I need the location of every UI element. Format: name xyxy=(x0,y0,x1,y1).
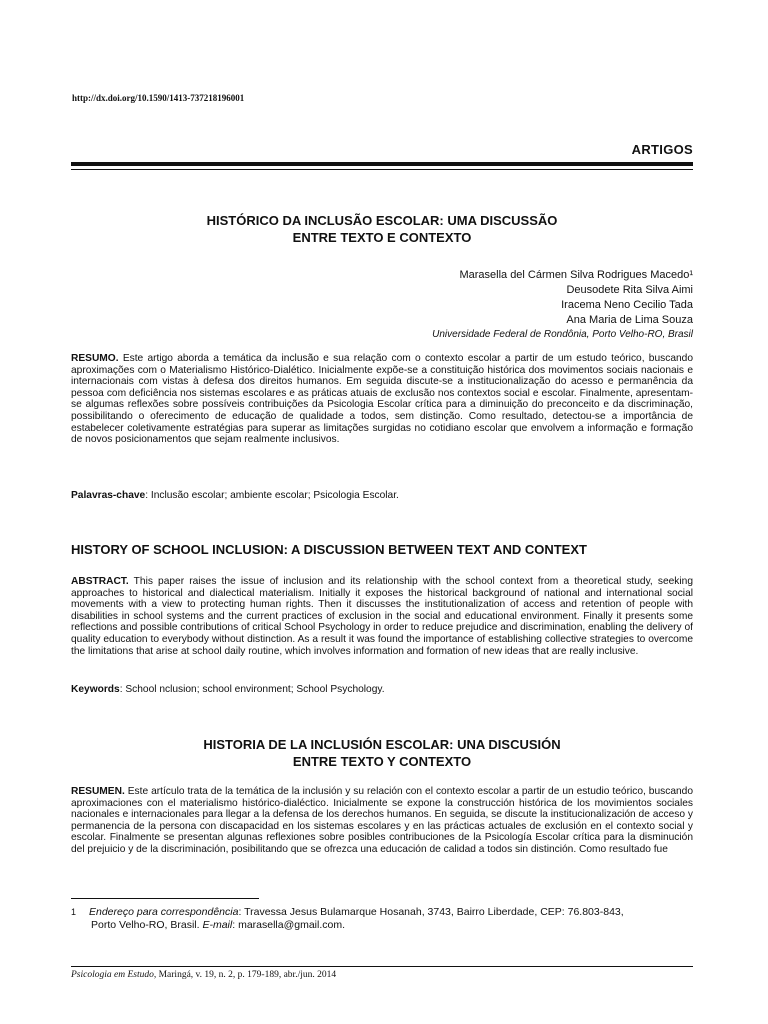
footnote-mark: 1 xyxy=(71,907,77,917)
es-title xyxy=(71,736,693,770)
journal-name: Psicologia em Estudo xyxy=(71,970,154,980)
footnote-rule xyxy=(71,898,259,899)
affiliation: Universidade Federal de Rondônia, Porto Velho-RO, Brasil xyxy=(432,329,693,340)
email-label: E-mail xyxy=(202,919,233,931)
footer-rule xyxy=(71,966,693,967)
journal-details: , Maringá, v. 19, n. 2, p. 179-189, abr./jun. 2014 xyxy=(153,970,337,980)
resumen-paragraph xyxy=(71,786,693,856)
keywords-label: Keywords xyxy=(71,684,120,695)
pt-title xyxy=(71,212,693,246)
page-footer xyxy=(71,970,336,980)
abstract-paragraph xyxy=(71,576,693,657)
abstract-label: ABSTRACT. xyxy=(71,576,129,587)
resumen-text: Este artículo trata de la temática de la inclusión y su relación con el contexto escolar a partir de un estudio teórico, buscando aproximaciones con el materialismo histórico-dialéctico. Inicialmente se expone la construcción histórica de los movimientos sociales nacionales e internacionales para llegar a la defensa de los derechos humanos. En seguida, se discute la institucionalización de acceso y permanencia de la persona con discapacidad en los sistemas escolares y en las prácticas actuales de exclusión en el contexto social y escolar. Finalmente se presentan algunas reflexiones sobre posibles contribuciones de la Psicología Escolar crítica para la disminución del prejuicio y de la discriminación, posibilitando que se ofrezca una educación de calidad a todos sin distinción. Como resultado fue xyxy=(71,786,693,855)
palavras-label: Palavras-chave xyxy=(71,490,146,501)
es-title-line: HISTORIA DE LA INCLUSIÓN ESCOLAR: UNA DISCUSIÓN xyxy=(203,737,561,752)
resumen-label: RESUMEN. xyxy=(71,786,125,797)
abstract-text: This paper raises the issue of inclusion and its relationship with the school context from a theoretical study, seeking approaches to historical and dialectical materialism. Initially it exposes the historical background of national and international social movements with a view to protecting human rights. Then it discusses the institutionalization of access and retention of people with disabilities in school systems and the current practices of exclusion in the social and educational environment. Finally it presents some reflections and possible contributions of critical School Psychology in order to reduce prejudice and discrimination, enabling the delivery of quality education to everybody without distinction. As a result it was found the importance of establishing collective strategies to overcome the limitations that arise at school daily routine, which involves information and formation of new ideas that are really inclusive. xyxy=(71,576,693,657)
doi-link[interactable]: http://dx.doi.org/10.1590/1413-737218196001 xyxy=(72,93,245,103)
author-name: Iracema Neno Cecilio Tada xyxy=(561,299,693,311)
author-block xyxy=(432,268,693,341)
author-name: Deusodete Rita Silva Aimi xyxy=(566,284,693,296)
es-title-line: ENTRE TEXTO Y CONTEXTO xyxy=(292,754,472,769)
author-name: Marasella del Cármen Silva Rodrigues Macedo¹ xyxy=(459,269,693,281)
palavras-chave xyxy=(71,490,693,502)
header-rule xyxy=(71,162,693,166)
section-label: ARTIGOS xyxy=(631,142,693,157)
footnote-text: : Travessa Jesus Bulamarque Hosanah, 3743, Bairro Liberdade, CEP: 76.803-843, xyxy=(238,906,624,918)
resumo-text: Este artigo aborda a temática da inclusão e sua relação com o contexto escolar a partir de um estudo teórico, buscando aproximações com o Materialismo Histórico-Dialético. Inicialmente expõe-se a constituição histórica dos movimentos sociais nacionais e internacionais com vistas à defesa dos direitos humanos. Em seguida discute-se a institucionalização do acesso e permanência da pessoa com deficiência nos sistemas escolares e as práticas atuais de exclusão nos contextos social e escolar. Finalmente, apresentam-se algumas reflexões sobre possíveis contribuições da Psicologia Escolar crítica para a diminuição do preconceito e da discriminação, possibilitando o oferecimento de educação de qualidade a todos, sem distinção. Como resultado, detectou-se a importância de estabelecer coletivamente estratégias para superar as limitações surgidas no cotidiano escolar que envolvem a informação e formação de novos posicionamentos que sejam realmente inclusivos. xyxy=(71,353,693,446)
en-title: HISTORY OF SCHOOL INCLUSION: A DISCUSSION BETWEEN TEXT AND CONTEXT xyxy=(71,542,587,557)
footnote-label: Endereço para correspondência xyxy=(89,906,239,918)
keywords-text: : School nclusion; school environment; School Psychology. xyxy=(119,684,385,695)
pt-title-line: ENTRE TEXTO E CONTEXTO xyxy=(292,230,472,245)
palavras-text: : Inclusão escolar; ambiente escolar; Psicologia Escolar. xyxy=(145,490,399,501)
pt-title-line: HISTÓRICO DA INCLUSÃO ESCOLAR: UMA DISCUSSÃO xyxy=(206,213,558,228)
resumo-label: RESUMO. xyxy=(71,353,119,364)
header-rule-thin xyxy=(71,169,693,170)
footnote xyxy=(71,906,693,932)
author-name: Ana Maria de Lima Souza xyxy=(566,314,693,326)
footnote-city: Porto Velho-RO, Brasil. xyxy=(91,919,203,931)
keywords xyxy=(71,684,693,696)
resumo-paragraph xyxy=(71,353,693,446)
email-address[interactable]: : marasella@gmail.com. xyxy=(232,919,346,931)
